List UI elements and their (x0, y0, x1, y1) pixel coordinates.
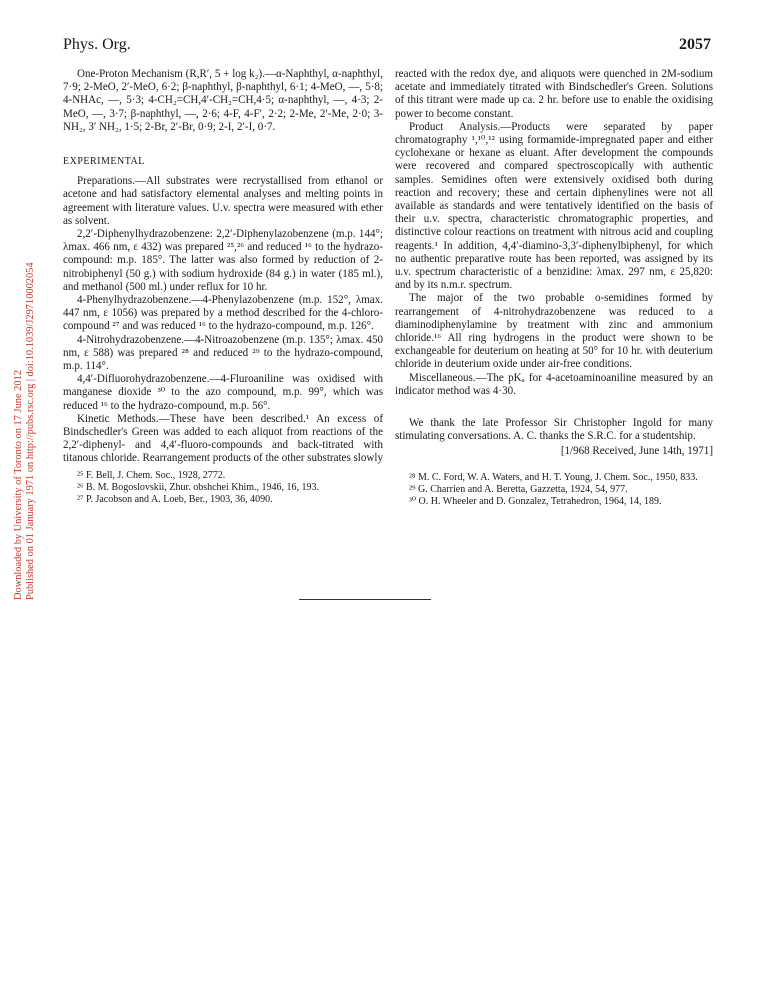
page-header (63, 36, 711, 58)
phenylhydrazobenzene-paragraph: 4-Phenylhydrazobenzene.—4-Phenylazobenzene (m.p. 152°, λmax. 447 nm, ε 1056) was prepared by a method described for the 4-chloro-compound ²⁷ and was reduced ¹⁶ to the hydrazo-compound, m.p. 126°. (63, 294, 383, 333)
left-footnotes (63, 470, 383, 506)
diphenylhydrazobenzene-paragraph: 2,2′-Diphenylhydrazobenzene: 2,2′-Diphenylazobenzene (m.p. 144°; λmax. 466 nm, ε 432) was prepared ²⁵,²⁶ and reduced ¹⁶ to the hydrazo-compound: m.p. 185°. The latter was also formed by reduction of 2-nitrobiphenyl (50 g.) with sodium hydroxide (84 g.) in water (185 ml.), and methanol (500 ml.) under reflux for 10 hr. (63, 228, 383, 293)
preparations-paragraph: Preparations.—All substrates were recrystallised from ethanol or acetone and had satisfactory elemental analyses and melting points in agreement with literature values. U.v. spectra were measured with ether as solvent. (63, 175, 383, 227)
nitrohydrazobenzene-paragraph: 4-Nitrohydrazobenzene.—4-Nitroazobenzene (m.p. 135°; λmax. 450 nm, ε 588) was prepared ²⁸ and reduced ²⁹ to the hydrazo-compound, m.p. 114°. (63, 333, 383, 373)
product-analysis-paragraph: Product Analysis.—Products were separated by paper chromatography ¹,¹⁰,¹² using formamide-impregnated paper and either cyclohexane or hexane as eluant. After development the compounds were recovered and compared spectroscopically with authentic samples. Semidines often were extensively oxidised both during reaction and recovery; these and certain diphenylines were not all available as standards and were tentatively identified on the basis of their u.v. spectra, characteristic chromatographic properties, and distinctive colour reactions on treatment with nitrous acid and coupling reagents.¹ In addition, 4,4′-diamino-3,3′-diphenylbiphenyl, for which no authentic preparative route has been reported, was assigned by its u.v. spectrum characteristic of a benzidine: λmax. 297 nm, ε 25,820: and by its n.m.r. spectrum. (395, 120, 713, 292)
acknowledgement: We thank the late Professor Sir Christopher Ingold for many stimulating conversations. A. C. thanks the S.R.C. for a studentship. (395, 417, 713, 443)
redox-paragraph: reacted with the redox dye, and aliquots were quenched in 2M-sodium acetate and immediately titrated with Bindschedler's Green. Solutions of this titrant were made up ca. 2 hr. before use to enable the oxidising power to become constant. (395, 68, 713, 120)
footnote: ²⁷ P. Jacobson and A. Loeb, Ber., 1903, 36, 4090. (77, 493, 273, 505)
kinetic-methods-paragraph: Kinetic Methods.—These have been described.¹ An excess of Bindschedler's Green was added to each aliquot from reactions of the 2,2′-diphenyl- and 4,4′-fluoro-compounds and back-titrated with titanous chloride. Rearrangement products of the other substrates slowly (63, 412, 383, 465)
publication-notice: Published on 01 January 1971 on http://pubs.rsc.org | doi:10.1039/J29710002054 (25, 262, 36, 600)
received-date: [1/968 Received, June 14th, 1971] (560, 445, 713, 458)
section-heading: EXPERIMENTAL (63, 156, 145, 168)
page-number: 2057 (679, 36, 711, 53)
footnote: ³⁰ O. H. Wheeler and D. Gonzalez, Tetrahedron, 1964, 14, 189. (409, 495, 662, 507)
end-rule (299, 599, 431, 600)
difluorohydrazobenzene-paragraph: 4,4′-Difluorohydrazobenzene.—4-Fluroaniline was oxidised with manganese dioxide ³⁰ to the azo compound, m.p. 99°, which was reduced ¹⁶ to the hydrazo-compound, m.p. 56°. (63, 373, 383, 412)
mechanism-paragraph: One-Proton Mechanism (R,R′, 5 + log k₂).—α-Naphthyl, α-naphthyl, 7·9; 2-MeO, 2′-MeO, 6·2; β-naphthyl, β-naphthyl, 6·1; 4-MeO, —, 5·8; 4-NHAc, —, 5·3; 4-CH₂=CH,4′-CH₂=CH,4·5; α-naphthyl, —, 4·3; 2-MeO, —, 3·7; β-naphthyl, —, 2·6; 4-F, 4-F′, 2·2; 2-Me, 2′-Me, 2·0; 3-NH₂, 3′ NH₂, 1·5; 2-Br, 2′-Br, 0·9; 2-I, 2′-I, 0·7. (63, 68, 383, 133)
miscellaneous-paragraph: Miscellaneous.—The pKₐ for 4-acetoaminoaniline measured by an indicator method was 4·30. (395, 371, 713, 397)
semidine-paragraph: The major of the two probable o-semidines formed by rearrangement of 4-nitrohydrazobenzene was reduced to a diaminodiphenylamine by treatment with zinc and ammonium chloride.¹⁶ All ring hydrogens in the product were shown to be exchangeable for deuterium on heating at 50° for 10 hr. with deuterium chloride in deuterium oxide under air-free conditions. (395, 292, 713, 371)
footnote: ²⁵ F. Bell, J. Chem. Soc., 1928, 2772. (77, 469, 226, 481)
right-column (395, 68, 713, 508)
publication-watermark (14, 0, 36, 985)
right-footnotes (395, 472, 713, 508)
footnote: ²⁸ M. C. Ford, W. A. Waters, and H. T. Young, J. Chem. Soc., 1950, 833. (409, 471, 698, 483)
download-notice: Downloaded by University of Toronto on 17 June 2012 (13, 370, 24, 600)
journal-title: Phys. Org. (63, 36, 131, 53)
footnote: ²⁹ G. Charrien and A. Beretta, Gazzetta, 1924, 54, 977. (409, 483, 628, 495)
footnote: ²⁶ B. M. Bogoslovskii, Zhur. obshchei Khim., 1946, 16, 193. (77, 481, 320, 493)
left-column (63, 68, 383, 506)
